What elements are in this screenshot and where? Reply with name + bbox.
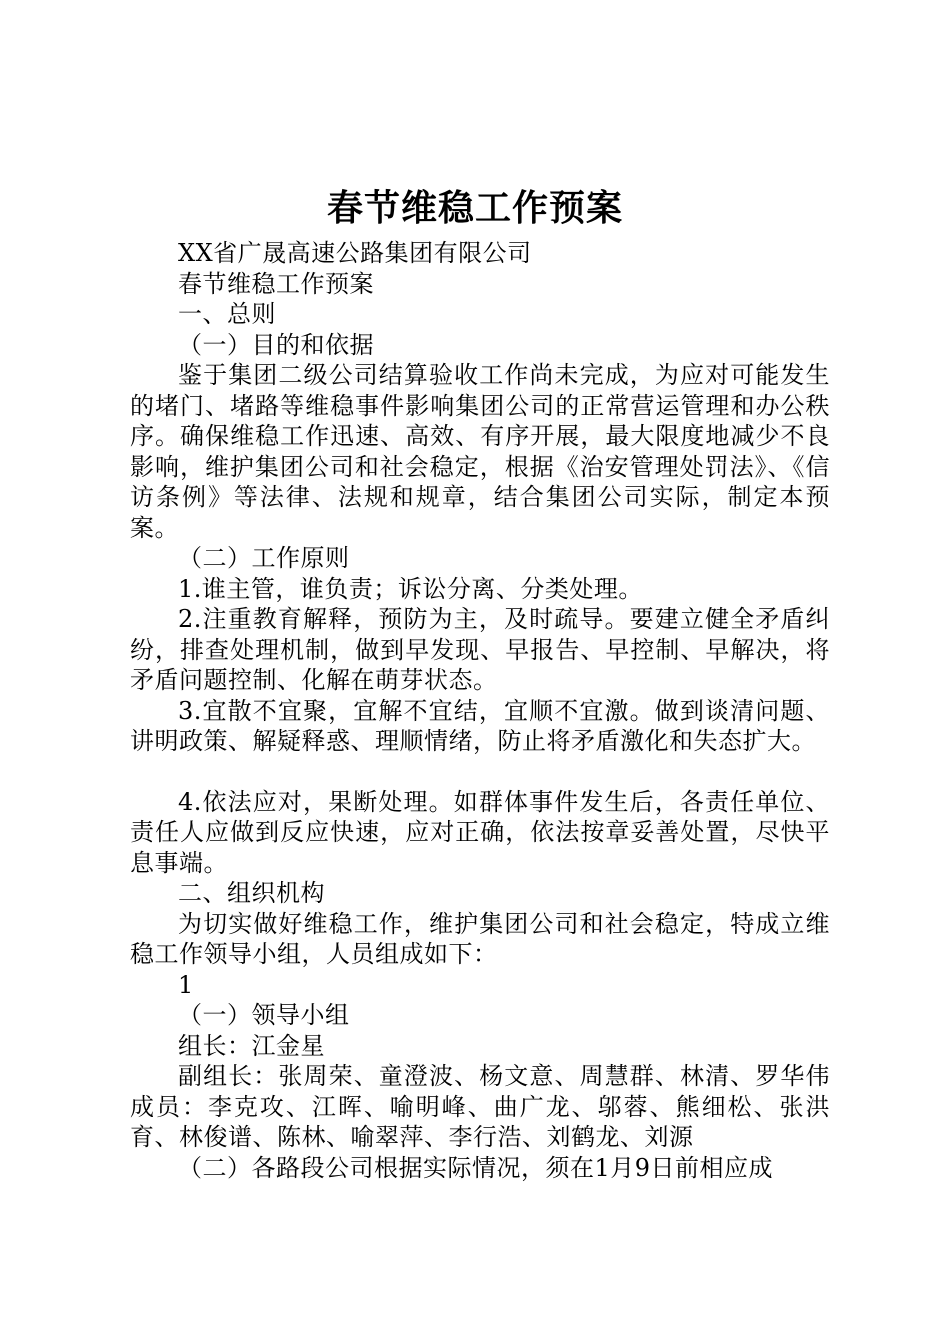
- document-body: [130, 238, 830, 1183]
- paragraph-organization-intro: 为切实做好维稳工作，维护集团公司和社会稳定，特成立维稳工作领导小组，人员组成如下：: [130, 909, 830, 968]
- paragraph-spacer: [130, 757, 830, 787]
- subsection-heading-purpose: （一）目的和依据: [178, 330, 374, 359]
- deputy-and-members-line: 副组长：张周荣、童澄波、杨文意、周慧群、林清、罗华伟成员：李克攻、江晖、喻明峰、曲广龙、邬蓉、熊细松、张洪育、林俊谱、陈林、喻翠萍、李行浩、刘鹤龙、刘源: [130, 1062, 830, 1151]
- section-heading-organization: 二、组织机构: [178, 879, 325, 907]
- subsection-heading-leadership: （一）领导小组: [178, 1001, 350, 1029]
- principle-item-1: 1.谁主管，谁负责；诉讼分离、分类处理。: [178, 574, 643, 603]
- subsection-heading-road-companies: （二）各路段公司根据实际情况，须在1月9日前相应成: [178, 1153, 774, 1182]
- section-heading-general: 一、总则: [178, 300, 276, 328]
- principle-item-3: 3.宜散不宜聚，宜解不宜结，宜顺不宜激。做到谈清问题、讲明政策、解疑释惑、理顺情绪，防止将矛盾激化和失态扩大。: [130, 696, 830, 755]
- company-name-line: XX省广晟高速公路集团有限公司: [178, 239, 532, 267]
- page-number: 1: [178, 970, 194, 999]
- document-title: 春节维稳工作预案: [326, 187, 623, 229]
- plan-subtitle-line: 春节维稳工作预案: [178, 269, 374, 298]
- principle-item-4: 4.依法应对，果断处理。如群体事件发生后，各责任单位、责任人应做到反应快速，应对正确，依法按章妥善处置，尽快平息事端。: [130, 787, 830, 877]
- principle-item-2: 2.注重教育解释，预防为主，及时疏导。要建立健全矛盾纠纷，排查处理机制，做到早发现、早报告、早控制、早解决，将矛盾问题控制、化解在萌芽状态。: [130, 605, 830, 694]
- paragraph-purpose: 鉴于集团二级公司结算验收工作尚未完成，为应对可能发生的堵门、堵路等维稳事件影响集团公司的正常营运管理和办公秩序。确保维稳工作迅速、高效、有序开展，最大限度地减少不良影响，维护集团公司和社会稳定，根据《治安管理处罚法》、《信访条例》等法律、法规和规章，结合集团公司实际，制定本预案。: [130, 361, 830, 542]
- subsection-heading-principles: （二）工作原则: [178, 544, 350, 572]
- group-leader-line: 组长：江金星: [178, 1031, 325, 1060]
